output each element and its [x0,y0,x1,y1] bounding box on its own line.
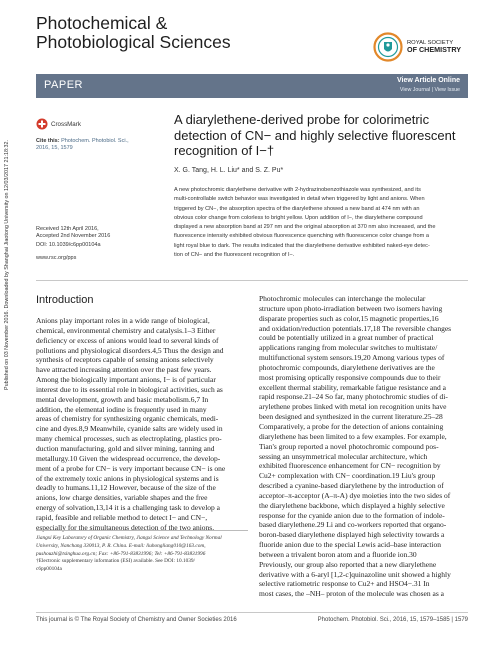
paragraph-line: boron-based diarylethene displayed high selectivity towards a [259,530,445,540]
paragraph-line: of the extremely toxic anions in physiological systems and is [36,473,219,483]
paragraph-line: chemical, environmental chemistry and catalysis.1–3 Either [36,325,216,335]
view-article-online-link[interactable]: View Article Online [396,77,460,84]
paragraph-line: acceptor–π-acceptor (A–π-A) dye moieties into the two sides of [259,490,451,500]
paragraph-line: Tian's group reported a novel photochromic compound pos- [259,441,439,451]
view-journal-issue-links[interactable]: View Journal | View Issue [399,87,460,93]
paragraph-line: cine and dyes.8,9 Meanwhile, cyanide salts are widely used in [36,424,223,434]
introduction-text-left [36,316,248,533]
left-column [36,294,248,533]
article-type-banner [36,74,468,98]
journal-title-line: Photochemical & [36,13,168,33]
citation-block [36,138,129,152]
abstract-line: obvious color change from colorless to bright yellow. Upon addition of I−, the diarylethene compound [174,214,423,221]
affiliation-line: Jiangxi Key Laboratory of Organic Chemistry, Jiangxi Science and Technology Normal [36,535,222,541]
received-date: Received 12th April 2016, [36,226,99,232]
page-footer: Photochem. Photobiol. Sci., 2016, 15, 1579–1585 | 1579 [317,617,468,623]
author-list: X. G. Tang, H. L. Liu* and S. Z. Pu* [174,167,284,174]
paragraph-line: been designed and synthesized in the current literature.25–28 [259,412,443,422]
paragraph-line: anions, low charge densities, variable shapes and the free [36,493,208,503]
paragraph-line: based diarylethene.29 Li and co-workers reported that organo- [259,520,447,530]
paragraph-line: Comparatively, a probe for the detection of anions containing [259,421,444,431]
download-watermark [2,100,12,430]
crossmark-label: CrossMark [51,120,81,128]
abstract-line: displayed a new absorption band at 297 nm and the original absorption at 370 nm also increased, and the [174,224,436,231]
right-column [259,294,471,599]
paragraph-line: most cases, the –NH– proton of the molecule was chosen as a [259,589,444,599]
article-title-line: detection of CN− and highly selective fluorescent [174,127,456,143]
esi-note: c6pp00104a [36,566,62,573]
copyright-footer: This journal is © The Royal Society of Chemistry and Owner Societies 2016 [36,617,237,623]
paragraph-line: Among the biologically important anions, I− is of particular [36,375,216,385]
abstract-line: multi-controllable switch behavior was investigated in detail when triggered by light and anions. When [174,196,425,203]
abstract-line: light royal blue to dark. The results indicated that the diarylethene derivative exhibited naked-eye detec- [174,242,430,249]
paragraph-line: could be potentially utilized in a great number of practical [259,333,434,343]
paragraph-line: Previously, our group also reported that a new diarylethene [259,559,437,569]
paragraph-line: interest due to its essential role in biological activities, such as [36,384,223,394]
paragraph-line: especially for the simultaneous detection of the two anions. [36,522,215,532]
citation-line[interactable]: 2016, 15, 1579 [36,145,73,152]
paragraph-line: diarylethene has been limited to a few examples. For example, [259,431,447,441]
paragraph-line: structure upon photo-irradiation between two isomers having [259,303,443,313]
paragraph-line: deficiency or excess of anions would lead to several kinds of [36,335,219,345]
citation-line[interactable]: Photochem. Photobiol. Sci., [61,138,129,144]
article-title [174,112,474,159]
paragraph-line: photochromic compounds, diarylethene derivatives are the [259,362,435,372]
doi[interactable]: DOI: 10.1039/c6pp00104a [36,242,101,249]
abstract-line: tion of CN− and the fluorescent recognition of I−. [174,252,295,259]
paragraph-line: deadly to humans.11,12 However, because of the size of the [36,483,216,493]
paragraph-line: disparate properties such as color,15 magnetic properties,16 [259,313,439,323]
publisher-name-line: OF CHEMISTRY [407,45,462,55]
cite-label: Cite this: [36,138,60,144]
paragraph-line: pollutions and physiological disorders.4,5 Thus the design and [36,345,224,355]
paragraph-line: described a cyanine-based diarylethene by the introduction of [259,481,444,491]
paragraph-line: metallurgy.10 Given the widespread occurrence, the develop- [36,453,221,463]
publisher-logo [373,30,468,64]
paragraph-line: areas of chemistry for synthesizing organic chemicals, medi- [36,414,219,424]
paragraph-line: fluoride anion due to the special Lewis acid–base interaction [259,540,442,550]
abstract-line: A new photochromic diarylethene derivative with 2-hydrazinobenzothiazole was synthesized, and its [174,187,421,193]
journal-url[interactable]: www.rsc.org/pps [36,254,77,261]
paragraph-line: many chemical processes, such as electroplating, plastics pro- [36,434,222,444]
paragraph-line: energy of solvation,13,14 it is a challenging task to develop a [36,503,220,513]
paragraph-line: rapid, feasible and reliable method to detect I− and CN−, [36,512,208,522]
crossmark-icon [36,118,48,130]
footer-divider [36,612,468,613]
abstract-line: triggered by CN−, the absorption spectra of the diarylethene showed a new band at 474 nm with an [174,205,420,212]
paragraph-line: rapid response.21–24 So far, many photochromic studies of di- [259,392,448,402]
paragraph-line: applications ranging from molecular switches to multistate/ [259,343,438,353]
section-heading: Introduction [36,294,94,306]
paragraph-line: response for the cyanide anion due to the formation of indole- [259,510,445,520]
article-title-line: A diarylethene-derived probe for colorimetric [174,112,430,127]
crossmark-badge[interactable] [36,117,96,131]
paragraph-line: between a trivalent boron atom and a fluoride ion.30 [259,549,417,559]
divider [36,280,468,281]
publisher-name-line: ROYAL SOCIETY [407,39,454,46]
journal-title [36,14,231,52]
paragraph-line: most promising optically responsive compounds due to their [259,372,441,382]
rsc-crest-icon [373,32,403,62]
abstract-line: fluorescence intensity exhibited obvious fluorescence quenching with fluorescence color change from a [174,233,429,240]
paragraph-line: have attracted increasing attention over the past few years. [36,365,212,375]
paragraph-line: ment of a probe for CN− is very important because CN− is one [36,463,226,473]
esi-note: †Electronic supplementary information (ESI) available. See DOI: 10.1039/ [36,558,196,565]
paragraph-line: synthesis of receptors capable of sensing anions selectively [36,355,214,365]
paragraph-line: mental development, growth and basic metabolism.6,7 In [36,394,209,404]
journal-title-line: Photobiological Sciences [36,32,231,52]
paragraph-line: duction manufacturing, gold and silver mining, tanning and [36,443,215,453]
paragraph-line: addition, the elemental iodine is frequently used in many [36,404,207,414]
affiliation-line: University, Nanchang 330013, P. R. China. E-mail: liuhongliang010@163.com, [36,542,206,549]
introduction-text-right [259,294,471,599]
paragraph-line: excellent thermal stability, remarkable fatigue resistance and a [259,382,446,392]
paragraph-line: and oxidation/reduction potentials.17,18 The reversible changes [259,323,452,333]
paragraph-line: Cu2+ complexation with CN− coordination.19 Liu's group [259,471,436,481]
paragraph-line: selective ratiometric response to Cu2+ and HSO4−.31 In [259,579,430,589]
download-note: Published on 03 November 2016. Downloaded by Shanghai Jiaotong University on 12/03/2017 21:18:32. [4,140,11,390]
publisher-name [407,40,461,55]
paragraph-line: Anions play important roles in a wide range of biological, [36,316,210,325]
paragraph-line: Photochromic molecules can interchange the molecular [259,294,426,303]
abstract [174,186,469,260]
footnotes [36,530,248,574]
paragraph-line: derivative with a 6-aryl [1,2-c]quinazoline unit showed a highly [259,569,451,579]
paragraph-line: arylethene probes linked with metal ion recognition units have [259,402,447,412]
paragraph-line: exhibited fluorescence enhancement for CN− recognition by [259,461,441,471]
affiliation-line: pushouzhi@tsinghua.org.cn; Fax: +86-791-83831996; Tel: +86-791-83831996 [36,550,206,557]
paragraph-line: the diarylethene backbone, which displayed a highly selective [259,500,445,510]
dates-block [36,226,110,262]
paragraph-line: multifunctional system sensors.19,20 Among various types of [259,353,445,363]
paragraph-line: sessing an unsymmetrical molecular architecture, which [259,451,428,461]
article-title-line: recognition of I−† [174,143,275,158]
accepted-date: Accepted 2nd November 2016 [36,233,111,240]
paper-type-label: PAPER [44,79,83,91]
